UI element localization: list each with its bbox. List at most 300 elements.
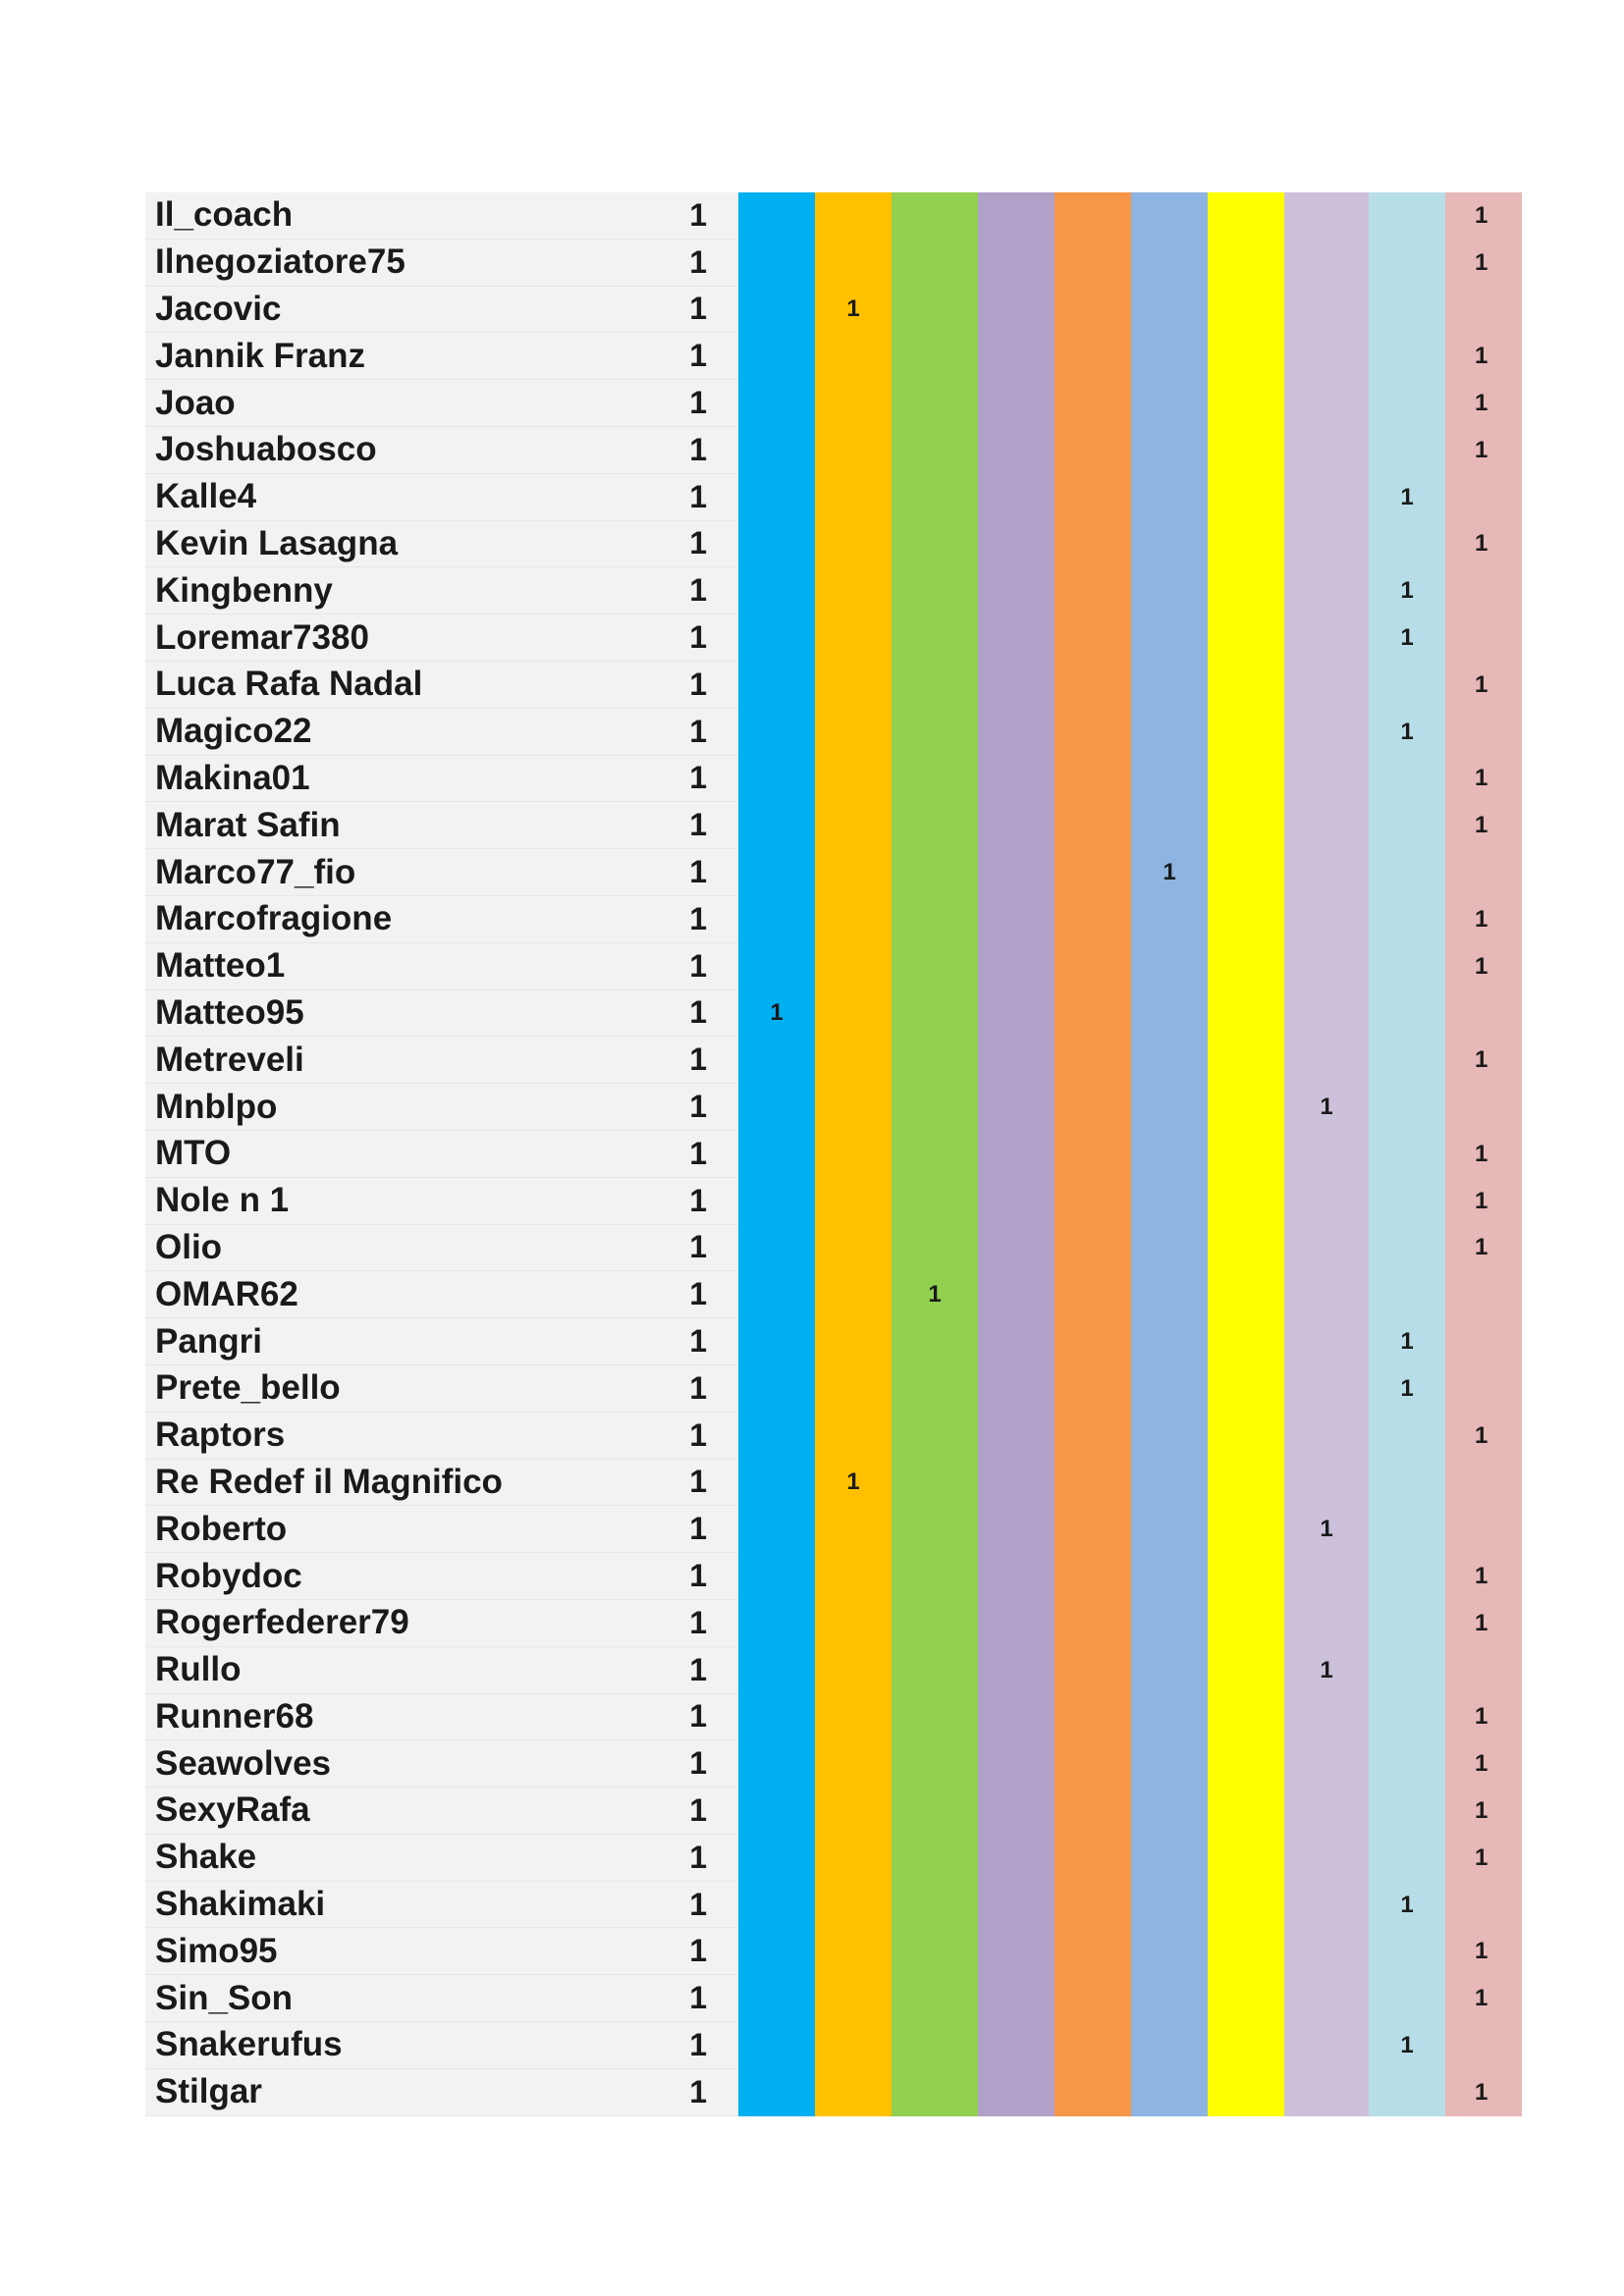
mark-cell-col-6 [1131,1037,1208,1084]
table-row-label [145,1084,738,1131]
mark-cell-col-8 [1284,1225,1369,1272]
mark-cell-col-6 [1131,1131,1208,1178]
mark-cell-col-7 [1208,1506,1284,1553]
player-total: 1 [689,1041,707,1078]
mark-cell-col-7 [1208,1647,1284,1694]
mark-cell-col-7 [1208,1460,1284,1507]
mark-cell-col-5 [1055,1318,1131,1365]
table-row-label [145,1882,738,1929]
mark-cell-col-5 [1055,1647,1131,1694]
player-name: Olio [155,1227,223,1266]
mark-cell-col-4 [978,1413,1055,1460]
mark-cell-col-4 [978,1694,1055,1741]
mark-cell-col-2 [815,1318,892,1365]
player-total: 1 [689,619,707,656]
mark-cell-col-6: 1 [1131,849,1208,896]
player-name: Kingbenny [155,570,333,610]
player-name: Metreveli [155,1040,304,1079]
mark-cell-col-6 [1131,990,1208,1038]
mark-cell-col-10 [1445,287,1522,334]
mark-cell-col-8 [1284,1600,1369,1647]
mark-cell-col-1 [738,1413,815,1460]
player-total: 1 [689,525,707,561]
mark-cell-col-6 [1131,756,1208,803]
mark-cell-col-5 [1055,1225,1131,1272]
table-row-label [145,1131,738,1178]
mark-cell-col-10: 1 [1445,333,1522,380]
mark-cell-col-7 [1208,380,1284,427]
mark-cell-col-9 [1369,1178,1445,1225]
mark-cell-col-5 [1055,990,1131,1038]
mark-cell-col-7 [1208,1365,1284,1413]
mark-cell-col-1 [738,802,815,849]
mark-cell-col-6 [1131,380,1208,427]
mark-cell-col-8 [1284,1553,1369,1600]
mark-cell-col-3 [892,1553,978,1600]
mark-cell-col-5 [1055,2069,1131,2116]
mark-cell-col-9 [1369,1553,1445,1600]
mark-cell-col-3 [892,2022,978,2069]
mark-cell-col-6 [1131,1694,1208,1741]
mark-cell-col-7 [1208,2069,1284,2116]
mark-cell-col-10: 1 [1445,1788,1522,1835]
mark-cell-col-6 [1131,567,1208,614]
mark-cell-col-5 [1055,474,1131,521]
mark-cell-col-6 [1131,333,1208,380]
mark-cell-col-3 [892,614,978,662]
mark-cell-col-7 [1208,709,1284,756]
table-row-label [145,240,738,287]
player-total: 1 [689,900,707,936]
mark-cell-col-3 [892,1694,978,1741]
mark-cell-col-7 [1208,287,1284,334]
mark-cell-col-6 [1131,287,1208,334]
mark-cell-col-7 [1208,943,1284,990]
mark-cell-col-4 [978,662,1055,709]
mark-cell-col-6 [1131,1084,1208,1131]
mark-cell-col-8 [1284,849,1369,896]
mark-cell-col-1 [738,1553,815,1600]
table-row-label [145,1740,738,1788]
mark-cell-col-5 [1055,333,1131,380]
mark-cell-col-2 [815,240,892,287]
mark-cell-col-1 [738,521,815,568]
mark-cell-col-1 [738,614,815,662]
mark-cell-col-4 [978,240,1055,287]
mark-cell-col-7 [1208,1037,1284,1084]
mark-cell-col-10: 1 [1445,380,1522,427]
mark-cell-col-8 [1284,1975,1369,2022]
mark-cell-col-3 [892,1975,978,2022]
player-name: Il_coach [155,195,294,235]
mark-cell-col-2 [815,1365,892,1413]
mark-cell-col-9 [1369,2069,1445,2116]
mark-cell-col-6 [1131,1271,1208,1318]
player-name: Nole n 1 [155,1181,290,1220]
mark-cell-col-10: 1 [1445,1037,1522,1084]
mark-cell-col-9: 1 [1369,474,1445,521]
mark-cell-col-5 [1055,614,1131,662]
mark-cell-col-5 [1055,1506,1131,1553]
mark-cell-col-5 [1055,1600,1131,1647]
player-total: 1 [689,1558,707,1593]
mark-cell-col-8 [1284,192,1369,240]
mark-cell-col-9 [1369,1037,1445,1084]
player-name: Jannik Franz [155,336,365,375]
mark-cell-col-10: 1 [1445,1413,1522,1460]
mark-cell-col-2 [815,2069,892,2116]
mark-cell-col-8 [1284,709,1369,756]
mark-cell-col-10 [1445,709,1522,756]
mark-cell-col-9 [1369,1225,1445,1272]
mark-cell-col-4 [978,802,1055,849]
mark-cell-col-2 [815,896,892,943]
mark-cell-col-9 [1369,662,1445,709]
mark-cell-col-9 [1369,1835,1445,1882]
mark-cell-col-4 [978,474,1055,521]
mark-cell-col-9 [1369,1975,1445,2022]
mark-cell-col-1 [738,2022,815,2069]
mark-cell-col-2 [815,333,892,380]
mark-cell-col-2 [815,427,892,474]
player-name: Marco77_fio [155,852,356,891]
table-row-label [145,1553,738,1600]
mark-cell-col-9 [1369,380,1445,427]
mark-cell-col-7 [1208,1084,1284,1131]
mark-cell-col-10 [1445,1460,1522,1507]
mark-cell-col-2 [815,943,892,990]
player-total: 1 [689,1229,707,1265]
mark-cell-col-6 [1131,896,1208,943]
mark-cell-col-7 [1208,662,1284,709]
mark-cell-col-1 [738,1271,815,1318]
mark-cell-col-8 [1284,896,1369,943]
mark-cell-col-9 [1369,802,1445,849]
mark-cell-col-10: 1 [1445,1928,1522,1975]
mark-cell-col-8 [1284,614,1369,662]
mark-cell-col-4 [978,1178,1055,1225]
table-row-label [145,380,738,427]
mark-cell-col-2 [815,1600,892,1647]
mark-cell-col-1 [738,287,815,334]
table-row-label [145,1271,738,1318]
player-total: 1 [689,1933,707,1969]
mark-cell-col-6 [1131,614,1208,662]
mark-cell-col-2 [815,709,892,756]
mark-cell-col-6 [1131,1365,1208,1413]
mark-cell-col-5 [1055,427,1131,474]
mark-cell-col-10: 1 [1445,1600,1522,1647]
mark-cell-col-3 [892,943,978,990]
player-total: 1 [689,338,707,374]
mark-cell-col-9 [1369,1647,1445,1694]
player-total: 1 [689,994,707,1031]
mark-cell-col-1 [738,896,815,943]
mark-cell-col-1 [738,333,815,380]
mark-cell-col-7 [1208,1928,1284,1975]
mark-cell-col-8 [1284,1835,1369,1882]
mark-cell-col-4 [978,380,1055,427]
mark-cell-col-10: 1 [1445,2069,1522,2116]
player-total: 1 [689,572,707,609]
mark-cell-col-2 [815,2022,892,2069]
player-total: 1 [689,1416,707,1453]
mark-cell-col-4 [978,709,1055,756]
player-name: Stilgar [155,2072,262,2111]
mark-cell-col-4 [978,192,1055,240]
mark-cell-col-3 [892,1084,978,1131]
mark-cell-col-2 [815,1975,892,2022]
table-row-label [145,333,738,380]
mark-cell-col-3 [892,1225,978,1272]
mark-cell-col-7 [1208,1225,1284,1272]
mark-cell-col-5 [1055,709,1131,756]
mark-cell-col-9 [1369,1694,1445,1741]
mark-cell-col-10: 1 [1445,1131,1522,1178]
mark-cell-col-7 [1208,1835,1284,1882]
mark-cell-col-6 [1131,1788,1208,1835]
mark-cell-col-5 [1055,802,1131,849]
mark-cell-col-8 [1284,802,1369,849]
mark-cell-col-5 [1055,1835,1131,1882]
mark-cell-col-8 [1284,333,1369,380]
mark-cell-col-9 [1369,1506,1445,1553]
mark-cell-col-4 [978,567,1055,614]
mark-cell-col-3 [892,1037,978,1084]
mark-cell-col-1: 1 [738,990,815,1038]
player-name: Seawolves [155,1743,331,1783]
table-row-label [145,943,738,990]
mark-cell-col-3 [892,333,978,380]
mark-cell-col-8 [1284,1271,1369,1318]
mark-cell-col-9 [1369,1928,1445,1975]
player-total: 1 [689,713,707,749]
mark-cell-col-9: 1 [1369,709,1445,756]
mark-cell-col-6 [1131,1740,1208,1788]
mark-cell-col-7 [1208,521,1284,568]
table-row-label [145,1975,738,2022]
mark-cell-col-10: 1 [1445,896,1522,943]
mark-cell-col-7 [1208,1882,1284,1929]
mark-cell-col-1 [738,1131,815,1178]
player-total: 1 [689,431,707,467]
mark-cell-col-7 [1208,1600,1284,1647]
mark-cell-col-10 [1445,1318,1522,1365]
table-row-label [145,1460,738,1507]
mark-cell-col-3 [892,1647,978,1694]
mark-cell-col-1 [738,1084,815,1131]
mark-cell-col-8 [1284,1037,1369,1084]
mark-cell-col-7 [1208,1740,1284,1788]
player-name: Magico22 [155,712,312,751]
mark-cell-col-2 [815,990,892,1038]
mark-cell-col-3 [892,1318,978,1365]
mark-cell-col-5 [1055,1271,1131,1318]
player-total: 1 [689,1089,707,1125]
player-total: 1 [689,854,707,890]
mark-cell-col-1 [738,1788,815,1835]
mark-cell-col-8: 1 [1284,1084,1369,1131]
mark-cell-col-5 [1055,1882,1131,1929]
mark-cell-col-7 [1208,1553,1284,1600]
mark-cell-col-3 [892,896,978,943]
mark-cell-col-2 [815,1506,892,1553]
mark-cell-col-8: 1 [1284,1647,1369,1694]
mark-cell-col-5 [1055,521,1131,568]
player-total: 1 [689,1369,707,1406]
player-total: 1 [689,1651,707,1687]
mark-cell-col-1 [738,380,815,427]
mark-cell-col-4 [978,1788,1055,1835]
mark-cell-col-8 [1284,1882,1369,1929]
mark-cell-col-10: 1 [1445,1740,1522,1788]
mark-cell-col-1 [738,1835,815,1882]
mark-cell-col-2 [815,1835,892,1882]
mark-cell-col-1 [738,1365,815,1413]
mark-cell-col-4 [978,1928,1055,1975]
mark-cell-col-10 [1445,474,1522,521]
mark-cell-col-5 [1055,2022,1131,2069]
mark-cell-col-4 [978,1647,1055,1694]
mark-cell-col-2 [815,614,892,662]
mark-cell-col-3 [892,1928,978,1975]
mark-cell-col-1 [738,2069,815,2116]
player-name: Loremar7380 [155,617,369,657]
mark-cell-col-10 [1445,1647,1522,1694]
mark-cell-col-2: 1 [815,287,892,334]
mark-cell-col-9 [1369,521,1445,568]
player-total: 1 [689,385,707,421]
mark-cell-col-3 [892,192,978,240]
mark-cell-col-5 [1055,1178,1131,1225]
mark-cell-col-7 [1208,802,1284,849]
mark-cell-col-3 [892,380,978,427]
table-row-label [145,1225,738,1272]
mark-cell-col-9 [1369,990,1445,1038]
mark-cell-col-2: 1 [815,1460,892,1507]
tally-sheet [145,192,1522,2116]
mark-cell-col-10 [1445,990,1522,1038]
mark-cell-col-2 [815,1084,892,1131]
mark-cell-col-5 [1055,380,1131,427]
mark-cell-col-2 [815,567,892,614]
mark-cell-col-3 [892,662,978,709]
mark-cell-col-10 [1445,1084,1522,1131]
mark-cell-col-1 [738,1882,815,1929]
mark-cell-col-2 [815,1740,892,1788]
mark-cell-col-7 [1208,2022,1284,2069]
mark-cell-col-6 [1131,1318,1208,1365]
mark-cell-col-6 [1131,2022,1208,2069]
table-row-label [145,287,738,334]
mark-cell-col-5 [1055,1788,1131,1835]
mark-cell-col-8 [1284,474,1369,521]
player-name: MTO [155,1134,232,1173]
mark-cell-col-7 [1208,333,1284,380]
player-total: 1 [689,1135,707,1171]
player-name: Matteo95 [155,992,304,1032]
mark-cell-col-4 [978,1975,1055,2022]
player-name: OMAR62 [155,1274,298,1313]
mark-cell-col-9 [1369,333,1445,380]
mark-cell-col-2 [815,474,892,521]
player-name: Shakimaki [155,1885,326,1924]
player-name: Luca Rafa Nadal [155,665,423,704]
mark-cell-col-4 [978,1553,1055,1600]
player-total: 1 [689,947,707,984]
mark-cell-col-4 [978,1506,1055,1553]
mark-cell-col-6 [1131,2069,1208,2116]
mark-cell-col-4 [978,1740,1055,1788]
mark-cell-col-5 [1055,1740,1131,1788]
player-total: 1 [689,243,707,280]
mark-cell-col-5 [1055,896,1131,943]
mark-cell-col-1 [738,427,815,474]
mark-cell-col-5 [1055,1553,1131,1600]
mark-cell-col-5 [1055,1084,1131,1131]
mark-cell-col-10: 1 [1445,521,1522,568]
mark-cell-col-5 [1055,1413,1131,1460]
mark-cell-col-10: 1 [1445,427,1522,474]
mark-cell-col-6 [1131,521,1208,568]
mark-cell-col-9 [1369,1413,1445,1460]
mark-cell-col-10: 1 [1445,1553,1522,1600]
mark-cell-col-6 [1131,1600,1208,1647]
mark-cell-col-8 [1284,287,1369,334]
mark-cell-col-10 [1445,567,1522,614]
table-row-label [145,896,738,943]
mark-cell-col-8 [1284,1740,1369,1788]
mark-cell-col-10 [1445,1271,1522,1318]
mark-cell-col-7 [1208,990,1284,1038]
mark-cell-col-1 [738,1975,815,2022]
mark-cell-col-1 [738,1928,815,1975]
mark-cell-col-8: 1 [1284,1506,1369,1553]
mark-cell-col-9: 1 [1369,1365,1445,1413]
mark-cell-col-4 [978,2022,1055,2069]
player-name: Mnblpo [155,1087,278,1126]
mark-cell-col-6 [1131,1553,1208,1600]
mark-cell-col-10: 1 [1445,756,1522,803]
mark-cell-col-5 [1055,943,1131,990]
player-name: Kevin Lasagna [155,523,399,562]
mark-cell-col-1 [738,1460,815,1507]
mark-cell-col-9: 1 [1369,1318,1445,1365]
mark-cell-col-4 [978,1882,1055,1929]
mark-cell-col-3 [892,474,978,521]
mark-cell-col-6 [1131,943,1208,990]
table-row-label [145,709,738,756]
mark-cell-col-6 [1131,802,1208,849]
mark-cell-col-9 [1369,1271,1445,1318]
mark-cell-col-7 [1208,567,1284,614]
mark-cell-col-8 [1284,521,1369,568]
table-row-label [145,2069,738,2116]
mark-cell-col-4 [978,849,1055,896]
mark-cell-col-3 [892,1835,978,1882]
mark-cell-col-6 [1131,1413,1208,1460]
table-row-label [145,990,738,1038]
player-name: Matteo1 [155,946,286,986]
mark-cell-col-1 [738,662,815,709]
mark-cell-col-10: 1 [1445,1975,1522,2022]
player-total: 1 [689,1791,707,1828]
mark-cell-col-5 [1055,1975,1131,2022]
mark-cell-col-9 [1369,1788,1445,1835]
mark-cell-col-7 [1208,896,1284,943]
mark-cell-col-4 [978,1084,1055,1131]
player-name: Marcofragione [155,899,393,938]
